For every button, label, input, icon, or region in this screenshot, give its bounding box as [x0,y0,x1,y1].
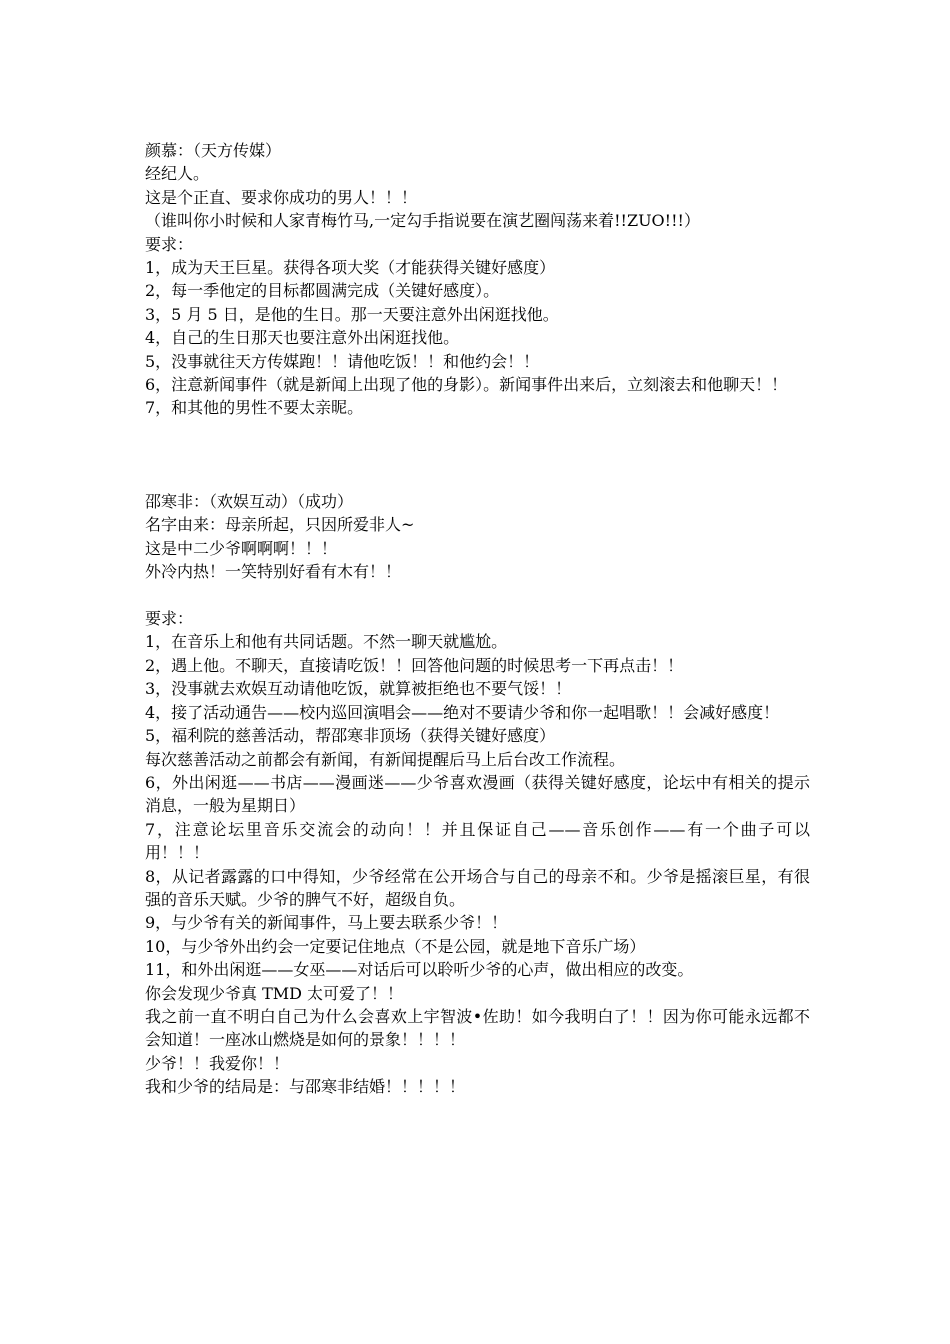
shao-han-fei-requirement: 5，福利院的慈善活动，帮邵寒非顶场（获得关键好感度） [145,726,556,746]
yan-mu-description: 这是个正直、要求你成功的男人！！！ [145,187,418,207]
shao-han-fei-comment: 少爷！！我爱你！！ [145,1053,290,1073]
shao-han-fei-ending: 我和少爷的结局是：与邵寒非结婚！！！！！ [145,1077,466,1097]
shao-han-fei-requirement: 2，遇上他。不聊天，直接请吃饭！！回答他问题的时候思考一下再点击！！ [145,655,684,675]
section-shao-han-fei [145,490,810,1099]
shao-han-fei-requirement: 4，接了活动通告——校内巡回演唱会——绝对不要请少爷和你一起唱歌！！会减好感度！ [145,702,780,722]
yan-mu-backstory: （谁叫你小时候和人家青梅竹马,一定勾手指说要在演艺圈闯荡来着!!ZUO!!!） [145,211,700,231]
shao-han-fei-comment: 我之前一直不明白自己为什么会喜欢上宇智波•佐助！如今我明白了！！因为你可能永远都不会知道！一座冰山燃烧是如何的景象！！！！ [145,1006,810,1050]
shao-han-fei-requirement: 8，从记者露露的口中得知，少爷经常在公开场合与自己的母亲不和。少爷是摇滚巨星，有很强的音乐天赋。少爷的脾气不好，超级自负。 [145,866,810,909]
shao-han-fei-requirement: 9，与少爷有关的新闻事件，马上要去联系少爷！！ [145,913,508,933]
section-spacer [145,420,810,490]
shao-han-fei-personality: 外冷内热！一笑特别好看有木有！！ [145,562,402,582]
shao-han-fei-requirement: 11，和外出闲逛——女巫——对话后可以聆听少爷的心声，做出相应的改变。 [145,960,694,980]
shao-han-fei-requirement: 3，没事就去欢娱互动请他吃饭，就算被拒绝也不要气馁！！ [145,679,572,699]
yan-mu-requirement: 5，没事就往天方传媒跑！！请他吃饭！！和他约会！！ [145,351,540,371]
document-page [145,139,810,1099]
section-yan-mu [145,139,810,420]
shao-han-fei-description: 这是中二少爷啊啊啊！！！ [145,538,338,558]
yan-mu-title: 颜慕：（天方传媒） [145,141,282,160]
yan-mu-requirements-heading: 要求： [145,234,194,254]
yan-mu-requirement: 4，自己的生日那天也要注意外出闲逛找他。 [145,328,460,348]
shao-han-fei-requirement: 1，在音乐上和他有共同话题。不然一聊天就尴尬。 [145,632,508,652]
shao-han-fei-requirement: 7，注意论坛里音乐交流会的动向！！并且保证自己——音乐创作——有一个曲子可以用！！！ [145,819,810,863]
shao-han-fei-requirements-heading: 要求： [145,609,194,629]
shao-han-fei-requirement: 10，与少爷外出约会一定要记住地点（不是公园，就是地下音乐广场） [145,936,646,956]
shao-han-fei-requirement: 6，外出闲逛——书店——漫画迷——少爷喜欢漫画（获得关键好感度，论坛中有相关的提示消息，一般为星期日） [145,772,810,816]
yan-mu-requirement: 2，每一季他定的目标都圆满完成（关键好感度）。 [145,281,500,301]
yan-mu-requirement: 1，成为天王巨星。获得各项大奖（才能获得关键好感度） [145,258,556,278]
shao-han-fei-title: 邵寒非：（欢娱互动）（成功） [145,492,354,512]
yan-mu-requirement: 7，和其他的男性不要太亲昵。 [145,398,364,418]
yan-mu-requirement: 6，注意新闻事件（就是新闻上出现了他的身影）。新闻事件出来后，立刻滚去和他聊天！！ [145,375,788,395]
shao-han-fei-name-origin: 名字由来：母亲所起，只因所爱非人~ [145,515,415,535]
shao-han-fei-note: 每次慈善活动之前都会有新闻，有新闻提醒后马上后台改工作流程。 [145,749,626,769]
yan-mu-role: 经纪人。 [145,164,210,184]
blank-line [145,584,810,607]
yan-mu-requirement: 3，5 月 5 日，是他的生日。那一天要注意外出闲逛找他。 [145,304,559,324]
shao-han-fei-comment: 你会发现少爷真 TMD 太可爱了！！ [145,983,404,1003]
